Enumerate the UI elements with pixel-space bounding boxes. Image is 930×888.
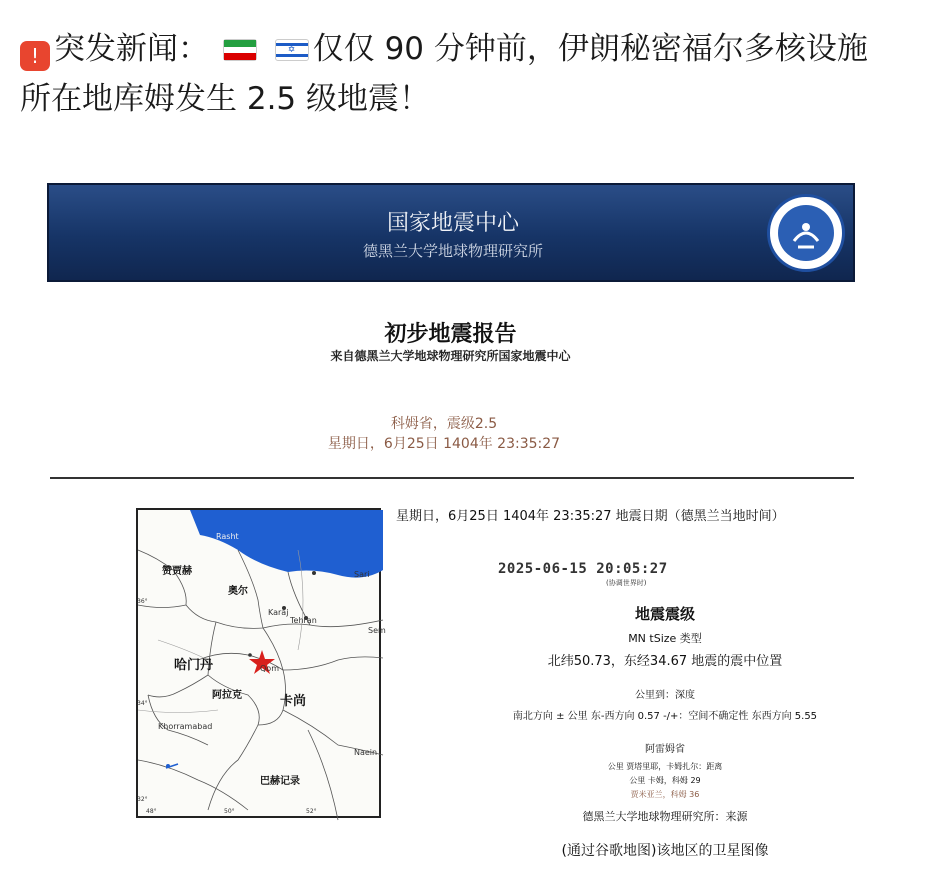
map-label-hamadan: 哈门丹 <box>174 658 214 673</box>
headline-prefix: 突发新闻： <box>54 31 209 67</box>
banner-title: 国家地震中心 <box>386 211 519 236</box>
university-seal-icon <box>767 194 845 272</box>
utc-datetime: 2025-06-15 20:05:27 <box>498 561 668 577</box>
map-label-rasht: Rasht <box>216 532 239 541</box>
map-label-sari: Sari <box>354 570 370 579</box>
map-label-qom: Qom <box>260 664 279 673</box>
map-label-amol: 奥尔 <box>228 586 248 597</box>
epicenter-location: 北纬50.73，东经34.67 地震的震中位置 <box>547 654 783 669</box>
iran-flag-icon <box>223 39 257 61</box>
map-lat-34: 34° <box>137 700 148 707</box>
map-label-naein: Naein <box>354 748 378 757</box>
depth: 公里到：深度 <box>635 690 695 701</box>
province: 阿雷姆省 <box>645 744 685 755</box>
report-subtitle: 来自德黑兰大学地球物理研究所国家地震中心 <box>330 349 571 363</box>
header-banner <box>47 183 855 282</box>
source: 德黑兰大学地球物理研究所：来源 <box>582 810 748 823</box>
map-label-semnan: Sem <box>368 626 386 635</box>
map-label-khorramabad: Khorramabad <box>158 722 213 731</box>
utc-note: (协调世界时) <box>606 579 647 587</box>
magnitude-type: MN tSize 类型 <box>628 632 702 645</box>
quake-summary: 科姆省，震级2.5 <box>390 416 498 432</box>
magnitude-title: 地震震级 <box>634 605 695 623</box>
satellite-caption: (通过谷歌地图)该地区的卫星图像 <box>561 843 769 859</box>
spatial-uncertainty: 南北方向 ± 公里 东-西方向 0.57 -/+：空间不确定性 东西方向 5.55 <box>512 711 818 722</box>
map-label-zanjan: 赞贾赫 <box>162 566 192 577</box>
quake-date: 星期日，6月25日 1404年 23:35:27 <box>327 436 561 452</box>
headline <box>20 24 880 124</box>
distance-3: 贾米亚兰，科姆 36 <box>630 790 700 799</box>
siren-icon: ! <box>20 41 50 71</box>
map-lon-50: 50° <box>224 808 235 815</box>
map-lon-52: 52° <box>306 808 317 815</box>
banner-subtitle: 德黑兰大学地球物理研究所 <box>362 242 543 260</box>
divider <box>50 477 854 479</box>
map-label-babaei: 巴赫记录 <box>260 776 300 787</box>
map-lat-32: 32° <box>137 796 148 803</box>
israel-flag-icon: ✡ <box>275 39 309 61</box>
local-date: 星期日，6月25日 1404年 23:35:27 地震日期（德黑兰当地时间） <box>396 509 785 524</box>
distance-1: 公里 贾塔里耶，卡姆扎尔：距离 <box>607 762 723 771</box>
map-lat-36: 36° <box>137 598 148 605</box>
map-lon-48: 48° <box>146 808 157 815</box>
caspian-sea <box>190 510 383 578</box>
headline-text: 仅仅 90 分钟前，伊朗秘密福尔多核设施所在地库姆发生 2.5 级地震！ <box>20 31 868 117</box>
epicenter-map <box>136 508 386 818</box>
map-label-karaj: Karaj <box>268 608 289 617</box>
distance-2: 公里 卡姆，科姆 29 <box>629 776 701 785</box>
map-label-arak: 阿拉克 <box>212 690 242 701</box>
map-label-tehran: Tehran <box>290 616 317 625</box>
map-label-kashan: 卡尚 <box>280 694 307 709</box>
report-title: 初步地震报告 <box>384 322 517 347</box>
